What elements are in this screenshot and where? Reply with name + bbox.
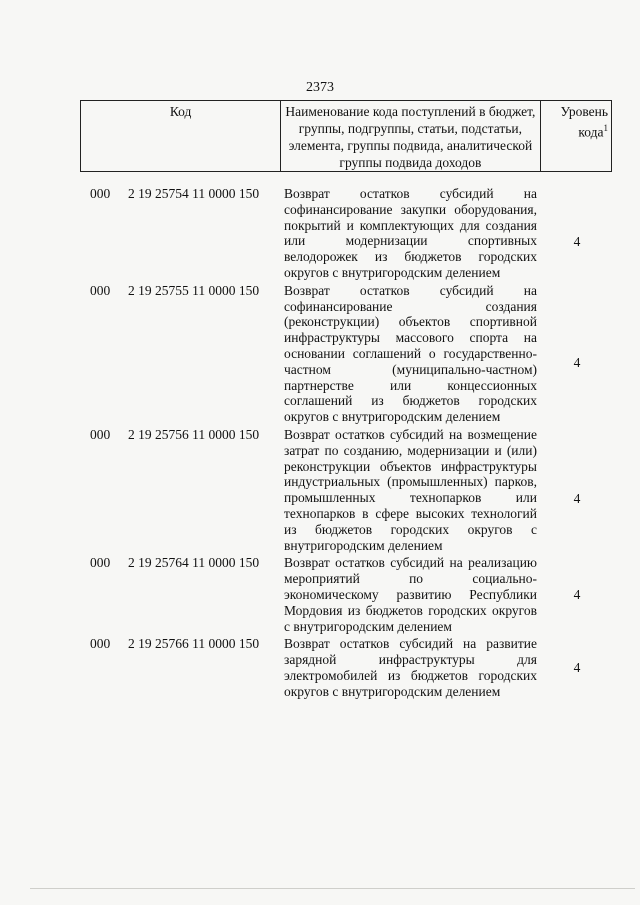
income-code: 2 19 25754 11 0000 150 [128, 186, 260, 201]
header-code: Код [81, 101, 281, 172]
admin-code: 000 [90, 186, 111, 201]
header-level-label: Уровень кода [560, 104, 608, 140]
code-level: 4 [573, 354, 581, 370]
code-level: 4 [573, 587, 581, 603]
income-code: 2 19 25756 11 0000 150 [128, 426, 260, 442]
table-row [90, 186, 610, 281]
admin-code: 000 [90, 636, 111, 652]
table-row [90, 555, 610, 634]
admin-code: 000 [90, 282, 111, 298]
header-level [540, 101, 611, 172]
income-name: Возврат остатков субсидий на реализацию мероприятий по социально-экономическому развитию Республики Мордовия из бюджетов городских округов с внутригородским делением [284, 555, 537, 634]
income-name: Возврат остатков субсидий на софинансирование закупки оборудования, покрытий и комплектующих для создания или модернизации спортивных велодорожек из бюджетов городских округов с внутригородским делением [284, 186, 537, 280]
admin-code: 000 [90, 426, 111, 442]
income-name: Возврат остатков субсидий на развитие зарядной инфраструктуры для электромобилей из бюджетов городских округов с внутригородским делением [284, 636, 537, 699]
table-row [90, 427, 610, 553]
scan-edge-line [30, 888, 635, 889]
income-name: Возврат остатков субсидий на возмещение затрат по созданию, модернизации и (или) реконструкции объектов инфраструктуры индустриальных (промышленных) парков, промышленных технопарков или технопарков в сфере высоких технологий из бюджетов городских округов с внутригородским делением [284, 426, 537, 553]
table-row [90, 636, 610, 699]
table-header [80, 100, 612, 172]
header-name: Наименование кода поступлений в бюджет, группы, подгруппы, статьи, подстатьи, элемента, группы подвида, аналитической группы подвида доходов [281, 101, 540, 172]
income-code: 2 19 25766 11 0000 150 [128, 636, 260, 652]
footnote-marker: 1 [603, 123, 608, 133]
page-number: 2373 [306, 80, 334, 95]
table-row [90, 283, 610, 425]
income-name: Возврат остатков субсидий на софинансирование создания (реконструкции) объектов спортивной инфраструктуры массового спорта на основании соглашений о государственно-частном (муниципально-частном) партнерстве или концессионных соглашений из бюджетов городских округов с внутригородским делением [284, 282, 537, 425]
income-code: 2 19 25755 11 0000 150 [128, 282, 260, 298]
admin-code: 000 [90, 555, 111, 571]
code-level: 4 [573, 234, 581, 249]
code-level: 4 [573, 490, 581, 506]
table-body [90, 186, 610, 700]
income-code: 2 19 25764 11 0000 150 [128, 555, 260, 571]
code-level: 4 [573, 660, 581, 676]
